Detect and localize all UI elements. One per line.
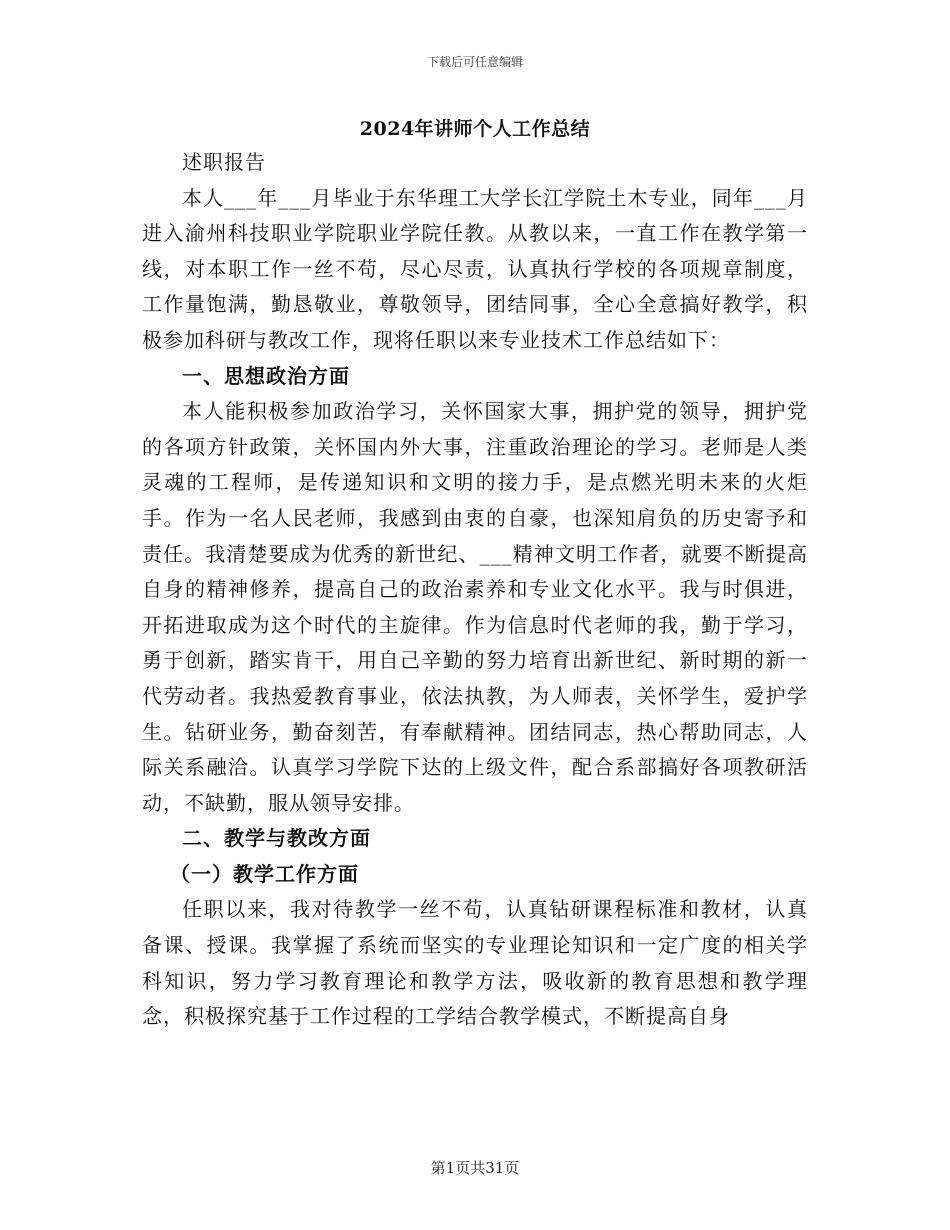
paragraph-report-label: 述职报告 bbox=[182, 150, 266, 174]
document-body bbox=[142, 145, 808, 1035]
paragraph-political: 本人能积极参加政治学习，关怀国家大事，拥护党的领导，拥护党的各项方针政策，关怀国内外大事，注重政治理论的学习。老师是人类灵魂的工程师，是传递知识和文明的接力手，是点燃光明未来的火炬手。作为一名人民老师，我感到由衷的自豪，也深知肩负的历史寄予和责任。我清楚要成为优秀的新世纪、___精神文明工作者，就要不断提高自身的精神修养，提高自己的政治素养和专业文化水平。我与时俱进，开拓进取成为这个时代的主旋律。作为信息时代老师的我，勤于学习，勇于创新，踏实肯干，用自己辛勤的努力培育出新世纪、新时期的新一代劳动者。我热爱教育事业，依法执教，为人师表，关怀学生，爱护学生。钻研业务，勤奋刻苦，有奉献精神。团结同志，热心帮助同志，人际关系融洽。认真学习学院下达的上级文件，配合系部搞好各项教研活动，不缺勤，服从领导安排。 bbox=[142, 399, 808, 815]
paragraph-teaching-work: 任职以来，我对待教学一丝不苟，认真钻研课程标准和教材，认真备课、授课。我掌握了系统而坚实的专业理论知识和一定广度的相关学科知识，努力学习教育理论和教学方法，吸收新的教育思想和教学理念，积极探究基于工作过程的工学结合教学模式，不断提高自身 bbox=[142, 897, 808, 1029]
document-title: 2024年讲师个人工作总结 bbox=[359, 118, 591, 140]
header-note: 下载后可任意编辑 bbox=[426, 55, 523, 69]
page-number: 第1页共31页 bbox=[430, 1159, 520, 1177]
subheading-teaching-work: （一）教学工作方面 bbox=[170, 861, 359, 886]
heading-teaching-reform: 二、教学与教改方面 bbox=[182, 826, 371, 851]
heading-political: 一、思想政治方面 bbox=[182, 363, 350, 388]
paragraph-intro: 本人___年___月毕业于东华理工大学长江学院土木专业，同年___月进入渝州科技职业学院职业学院任教。从教以来，一直工作在教学第一线，对本职工作一丝不苟，尽心尽责，认真执行学校的各项规章制度，工作量饱满，勤恳敬业，尊敬领导，团结同事，全心全意搞好教学，积极参加科研与教改工作，现将任职以来专业技术工作总结如下： bbox=[142, 185, 808, 352]
